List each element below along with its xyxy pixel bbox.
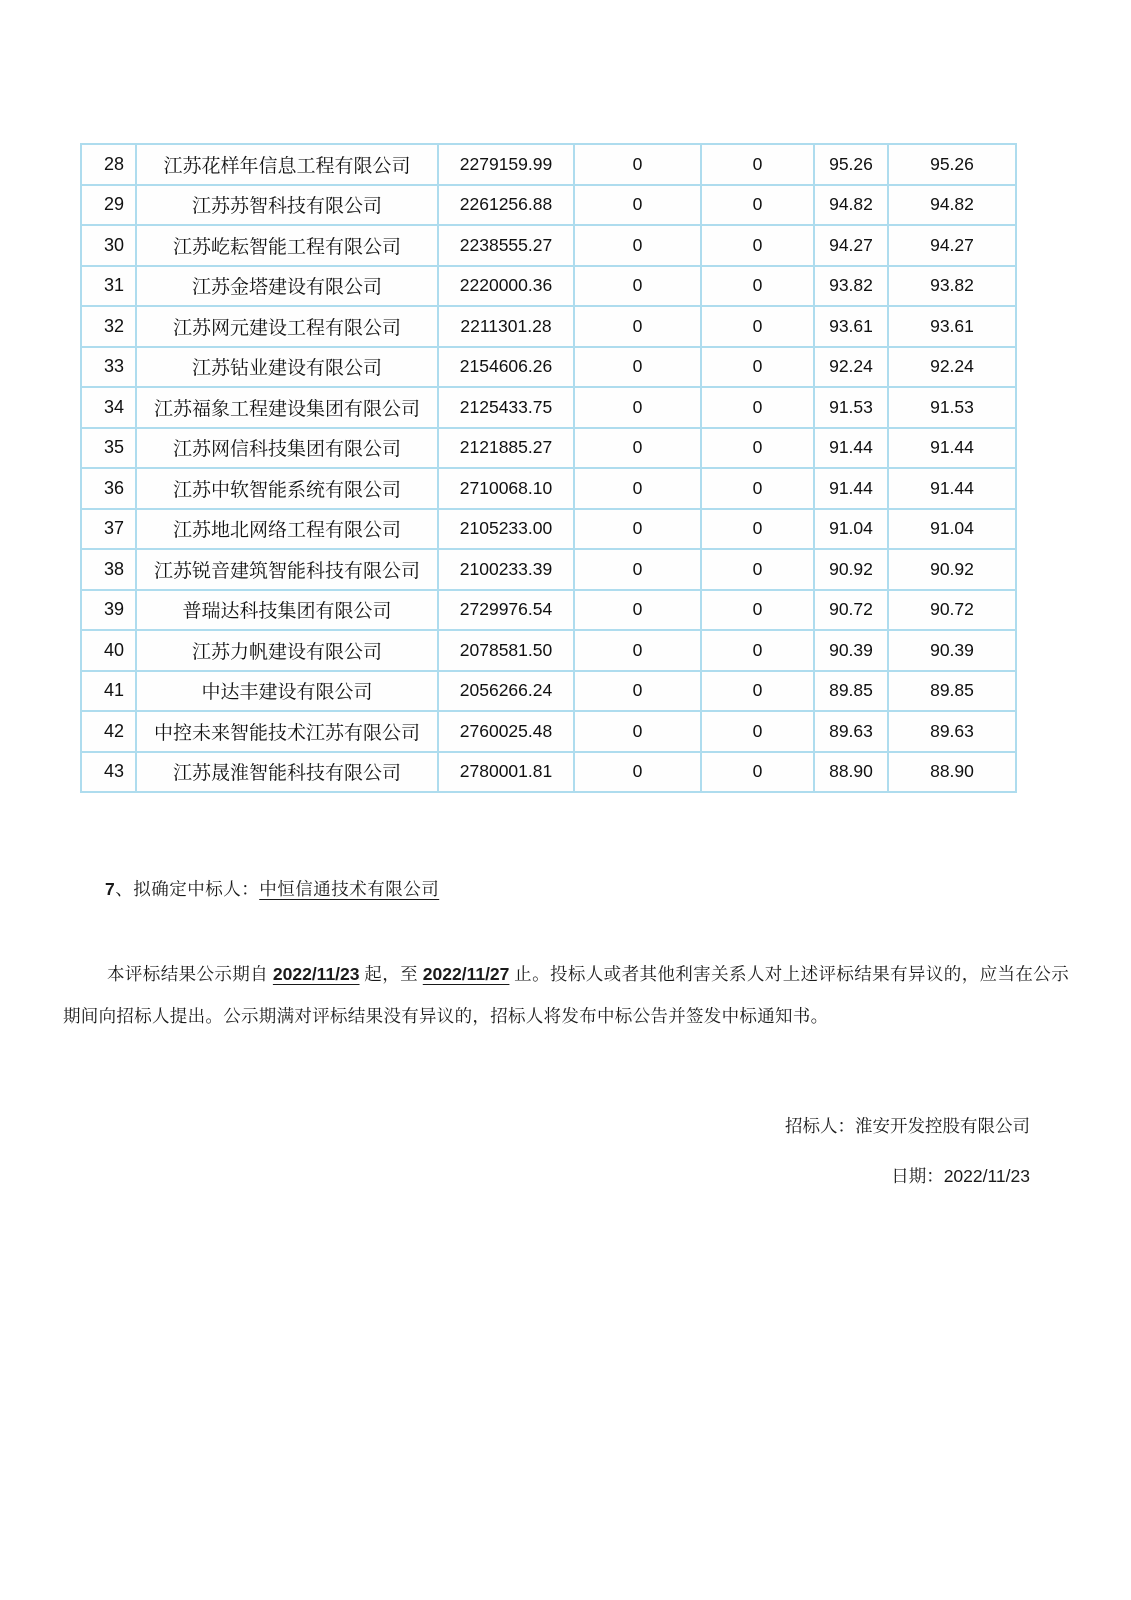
- col5-cell: 0: [701, 752, 814, 793]
- final-score-cell: 93.61: [888, 306, 1016, 347]
- col5-cell: 0: [701, 144, 814, 185]
- amount-cell: 2125433.75: [438, 387, 574, 428]
- rank-cell: 29: [81, 185, 136, 226]
- table-row: [81, 711, 1016, 752]
- table-row: [81, 468, 1016, 509]
- bid-evaluation-table-container: [80, 143, 1015, 793]
- table-row: [81, 590, 1016, 631]
- score-cell: 88.90: [814, 752, 888, 793]
- rank-cell: 32: [81, 306, 136, 347]
- tenderer-line: [785, 1113, 1030, 1138]
- rank-cell: 30: [81, 225, 136, 266]
- rank-cell: 33: [81, 347, 136, 388]
- final-score-cell: 89.85: [888, 671, 1016, 712]
- final-score-cell: 94.27: [888, 225, 1016, 266]
- col4-cell: 0: [574, 225, 701, 266]
- final-score-cell: 88.90: [888, 752, 1016, 793]
- score-cell: 89.63: [814, 711, 888, 752]
- col5-cell: 0: [701, 711, 814, 752]
- table-row: [81, 671, 1016, 712]
- col4-cell: 0: [574, 428, 701, 469]
- score-cell: 94.27: [814, 225, 888, 266]
- winner-item-number: 7: [105, 879, 116, 899]
- final-score-cell: 92.24: [888, 347, 1016, 388]
- table-row: [81, 549, 1016, 590]
- table-row: [81, 185, 1016, 226]
- amount-cell: 2279159.99: [438, 144, 574, 185]
- rank-cell: 42: [81, 711, 136, 752]
- col4-cell: 0: [574, 509, 701, 550]
- bid-table-body: [81, 144, 1016, 792]
- col4-cell: 0: [574, 347, 701, 388]
- final-score-cell: 94.82: [888, 185, 1016, 226]
- company-cell: 中控未来智能技术江苏有限公司: [136, 711, 438, 752]
- final-score-cell: 91.44: [888, 428, 1016, 469]
- company-cell: 普瑞达科技集团有限公司: [136, 590, 438, 631]
- company-cell: 江苏中软智能系统有限公司: [136, 468, 438, 509]
- col5-cell: 0: [701, 671, 814, 712]
- bid-evaluation-table: [80, 143, 1017, 793]
- table-row: [81, 144, 1016, 185]
- winner-line: [105, 876, 439, 901]
- notice-part1: 本评标结果公示期自: [107, 964, 273, 984]
- amount-cell: 2105233.00: [438, 509, 574, 550]
- amount-cell: 2261256.88: [438, 185, 574, 226]
- score-cell: 95.26: [814, 144, 888, 185]
- publicity-start-date: 2022/11/23: [272, 964, 360, 984]
- final-score-cell: 91.04: [888, 509, 1016, 550]
- date-value: 2022/11/23: [943, 1166, 1030, 1186]
- date-line: [785, 1163, 1030, 1188]
- table-row: [81, 347, 1016, 388]
- notice-part3: 止。投标人或者其他利害关系人对上述评标结果有异议的，应当在公示期间向招标人提出。公示期满对评标结果没有异议的，招标人将发布中标公告并签发中标通知书。: [63, 964, 1070, 1026]
- rank-cell: 40: [81, 630, 136, 671]
- amount-cell: 2780001.81: [438, 752, 574, 793]
- table-row: [81, 630, 1016, 671]
- col5-cell: 0: [701, 387, 814, 428]
- score-cell: 91.04: [814, 509, 888, 550]
- table-row: [81, 225, 1016, 266]
- company-cell: 江苏晟淮智能科技有限公司: [136, 752, 438, 793]
- rank-cell: 36: [81, 468, 136, 509]
- score-cell: 91.44: [814, 468, 888, 509]
- amount-cell: 2100233.39: [438, 549, 574, 590]
- notice-part2: 起，至: [359, 964, 423, 984]
- final-score-cell: 90.39: [888, 630, 1016, 671]
- table-row: [81, 752, 1016, 793]
- final-score-cell: 90.92: [888, 549, 1016, 590]
- table-row: [81, 509, 1016, 550]
- winner-name: 中恒信通技术有限公司: [259, 879, 440, 899]
- amount-cell: 2729976.54: [438, 590, 574, 631]
- col4-cell: 0: [574, 752, 701, 793]
- company-cell: 江苏网信科技集团有限公司: [136, 428, 438, 469]
- rank-cell: 43: [81, 752, 136, 793]
- col5-cell: 0: [701, 185, 814, 226]
- rank-cell: 28: [81, 144, 136, 185]
- rank-cell: 38: [81, 549, 136, 590]
- amount-cell: 2078581.50: [438, 630, 574, 671]
- score-cell: 91.44: [814, 428, 888, 469]
- col4-cell: 0: [574, 630, 701, 671]
- final-score-cell: 93.82: [888, 266, 1016, 307]
- table-row: [81, 387, 1016, 428]
- col5-cell: 0: [701, 509, 814, 550]
- col4-cell: 0: [574, 387, 701, 428]
- table-row: [81, 306, 1016, 347]
- score-cell: 94.82: [814, 185, 888, 226]
- col5-cell: 0: [701, 306, 814, 347]
- col4-cell: 0: [574, 671, 701, 712]
- score-cell: 92.24: [814, 347, 888, 388]
- rank-cell: 35: [81, 428, 136, 469]
- table-row: [81, 266, 1016, 307]
- amount-cell: 2154606.26: [438, 347, 574, 388]
- final-score-cell: 90.72: [888, 590, 1016, 631]
- tenderer-label: 招标人：: [785, 1116, 855, 1136]
- company-cell: 江苏网元建设工程有限公司: [136, 306, 438, 347]
- col5-cell: 0: [701, 468, 814, 509]
- company-cell: 江苏钻业建设有限公司: [136, 347, 438, 388]
- amount-cell: 2056266.24: [438, 671, 574, 712]
- score-cell: 91.53: [814, 387, 888, 428]
- col5-cell: 0: [701, 549, 814, 590]
- col5-cell: 0: [701, 266, 814, 307]
- signature-block: [785, 1113, 1030, 1213]
- col4-cell: 0: [574, 306, 701, 347]
- col4-cell: 0: [574, 266, 701, 307]
- amount-cell: 2211301.28: [438, 306, 574, 347]
- amount-cell: 2220000.36: [438, 266, 574, 307]
- publicity-end-date: 2022/11/27: [422, 964, 510, 984]
- company-cell: 江苏屹耘智能工程有限公司: [136, 225, 438, 266]
- date-label: 日期：: [891, 1166, 944, 1186]
- score-cell: 93.82: [814, 266, 888, 307]
- col5-cell: 0: [701, 630, 814, 671]
- rank-cell: 34: [81, 387, 136, 428]
- score-cell: 89.85: [814, 671, 888, 712]
- col4-cell: 0: [574, 144, 701, 185]
- company-cell: 江苏锐音建筑智能科技有限公司: [136, 549, 438, 590]
- final-score-cell: 91.44: [888, 468, 1016, 509]
- score-cell: 90.39: [814, 630, 888, 671]
- col4-cell: 0: [574, 468, 701, 509]
- amount-cell: 2710068.10: [438, 468, 574, 509]
- score-cell: 90.92: [814, 549, 888, 590]
- rank-cell: 37: [81, 509, 136, 550]
- tenderer-name: 淮安开发控股有限公司: [855, 1116, 1030, 1136]
- col4-cell: 0: [574, 711, 701, 752]
- col5-cell: 0: [701, 225, 814, 266]
- score-cell: 90.72: [814, 590, 888, 631]
- company-cell: 江苏福象工程建设集团有限公司: [136, 387, 438, 428]
- company-cell: 江苏金塔建设有限公司: [136, 266, 438, 307]
- col5-cell: 0: [701, 590, 814, 631]
- col5-cell: 0: [701, 347, 814, 388]
- amount-cell: 2121885.27: [438, 428, 574, 469]
- rank-cell: 41: [81, 671, 136, 712]
- amount-cell: 2238555.27: [438, 225, 574, 266]
- company-cell: 中达丰建设有限公司: [136, 671, 438, 712]
- winner-label: 、拟确定中标人：: [115, 879, 260, 899]
- publicity-notice-paragraph: [63, 953, 1069, 1037]
- col4-cell: 0: [574, 185, 701, 226]
- final-score-cell: 95.26: [888, 144, 1016, 185]
- company-cell: 江苏力帆建设有限公司: [136, 630, 438, 671]
- company-cell: 江苏花样年信息工程有限公司: [136, 144, 438, 185]
- final-score-cell: 89.63: [888, 711, 1016, 752]
- rank-cell: 39: [81, 590, 136, 631]
- col4-cell: 0: [574, 549, 701, 590]
- col5-cell: 0: [701, 428, 814, 469]
- amount-cell: 2760025.48: [438, 711, 574, 752]
- col4-cell: 0: [574, 590, 701, 631]
- company-cell: 江苏地北网络工程有限公司: [136, 509, 438, 550]
- company-cell: 江苏苏智科技有限公司: [136, 185, 438, 226]
- score-cell: 93.61: [814, 306, 888, 347]
- table-row: [81, 428, 1016, 469]
- rank-cell: 31: [81, 266, 136, 307]
- final-score-cell: 91.53: [888, 387, 1016, 428]
